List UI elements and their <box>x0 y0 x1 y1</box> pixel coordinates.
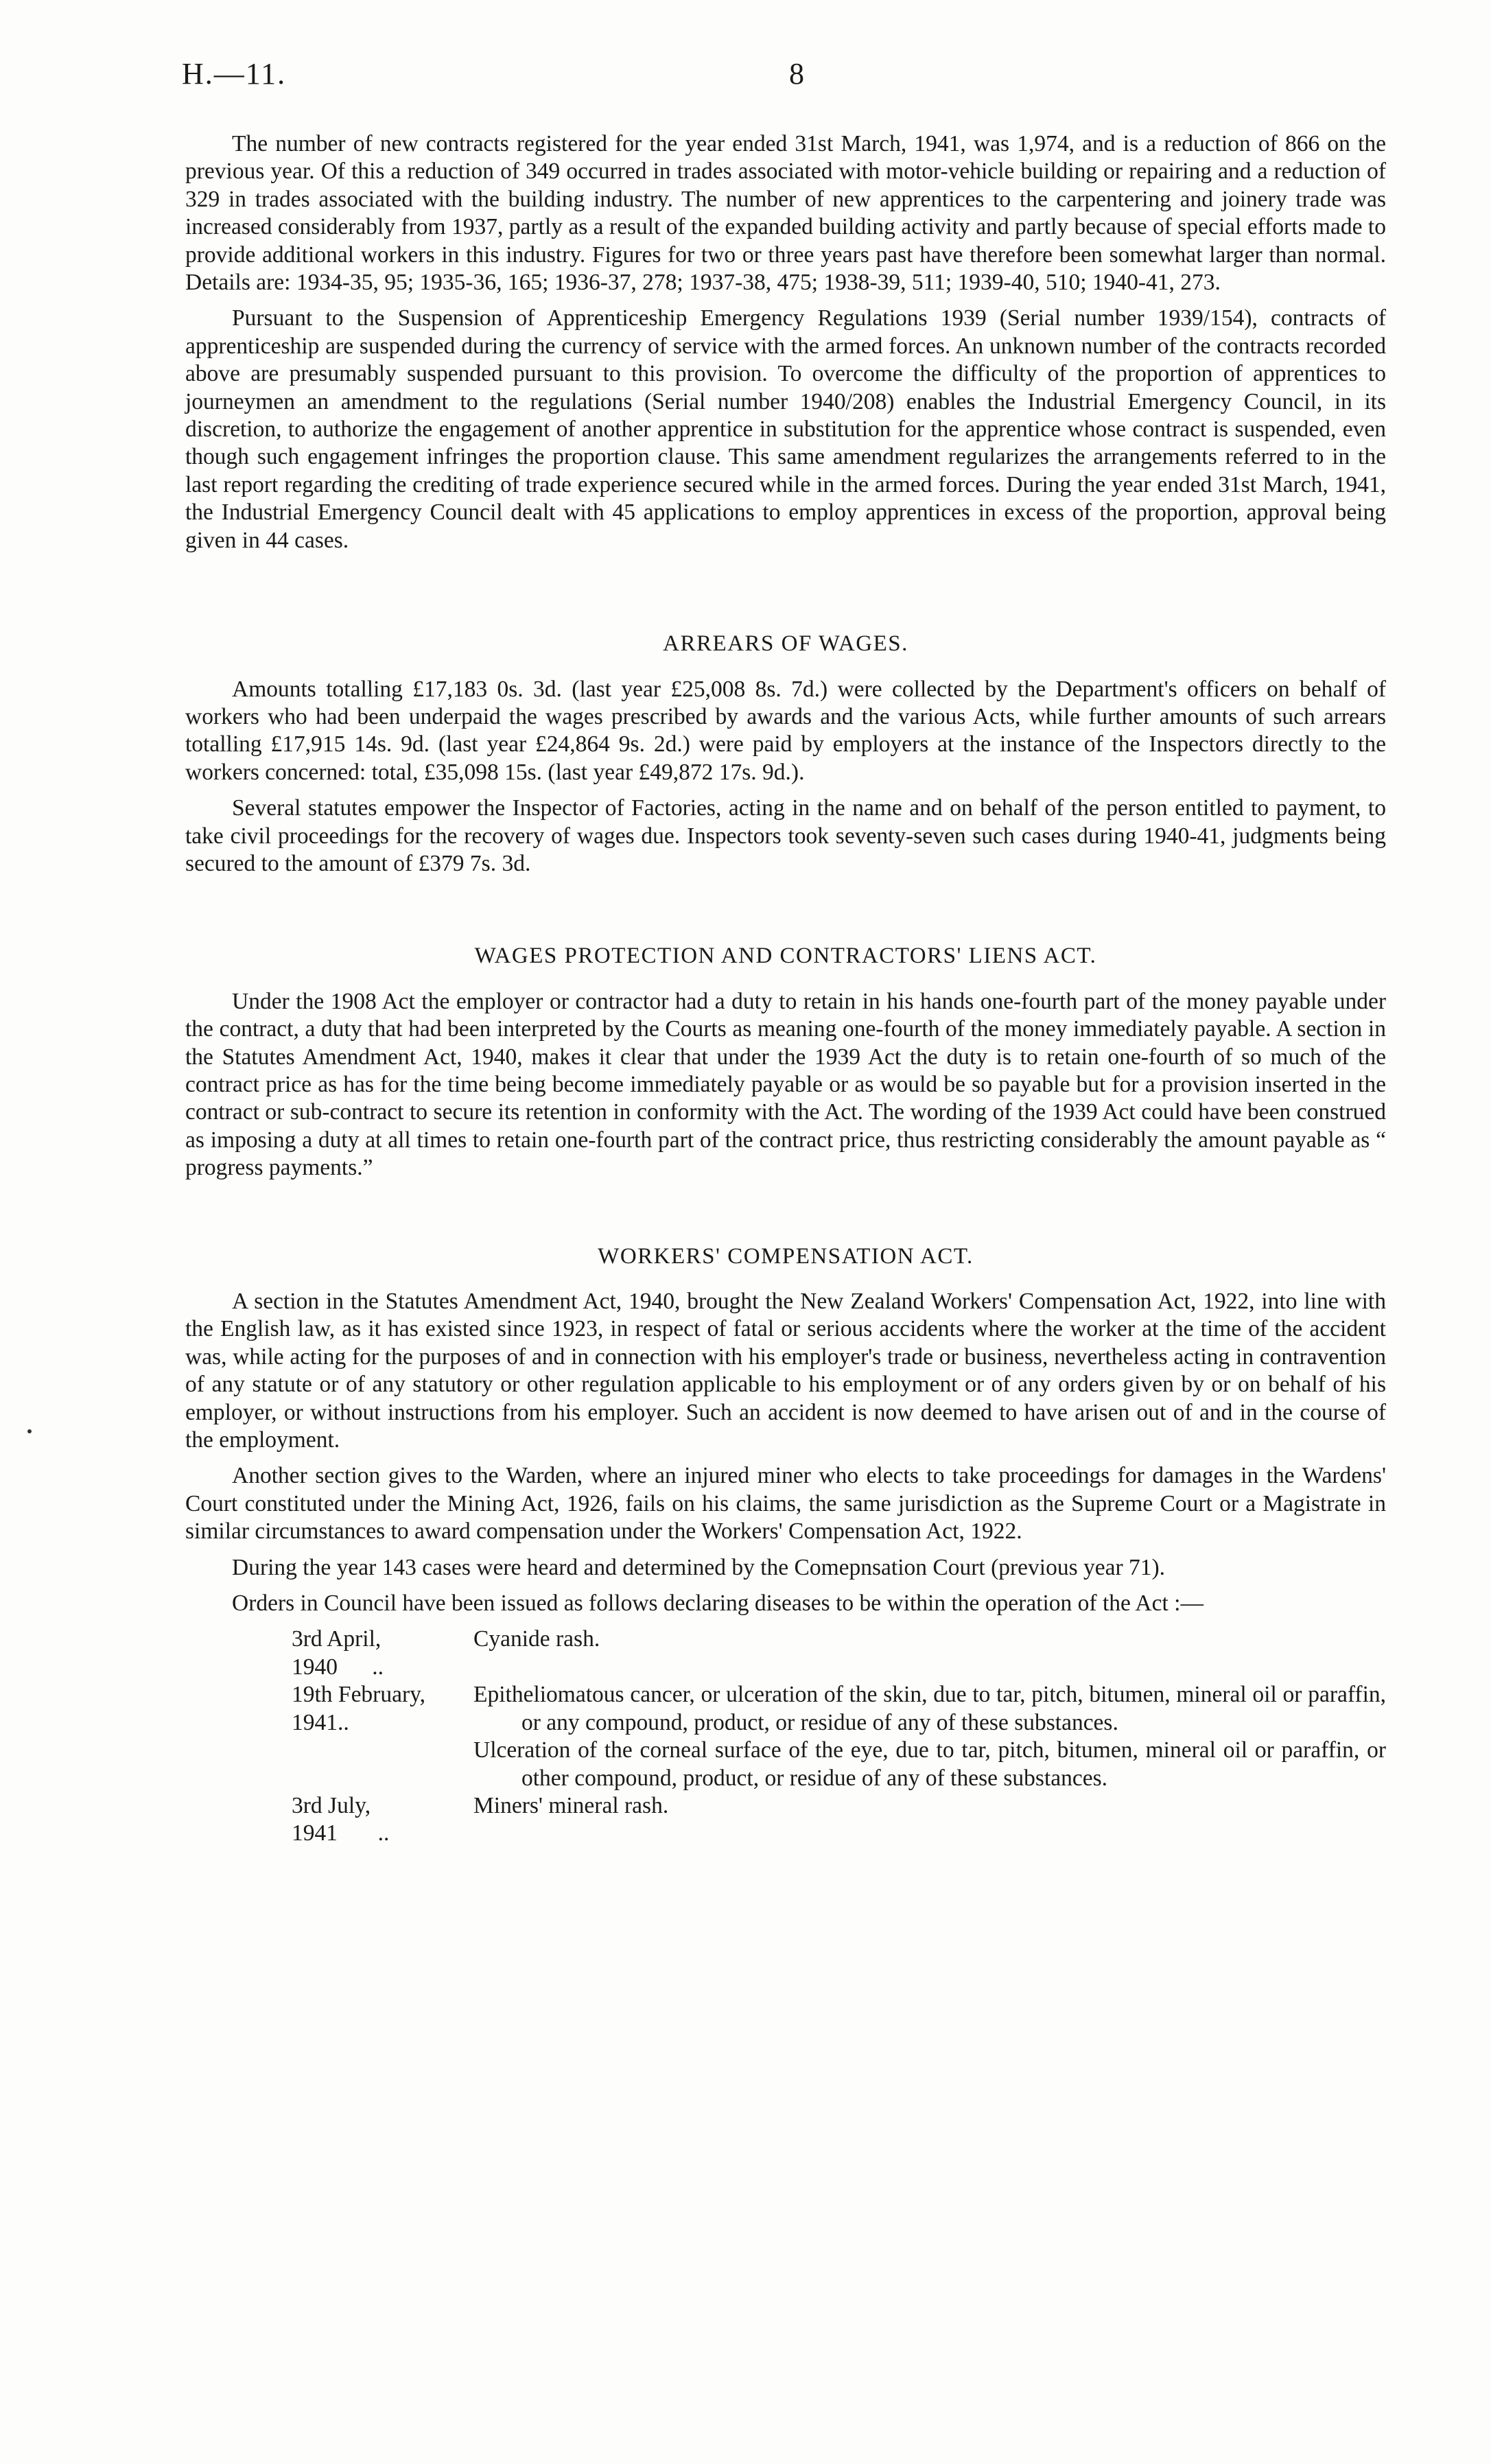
margin-dot <box>27 1429 32 1433</box>
paragraph-orders-in-council: Orders in Council have been issued as follows declaring diseases to be within the operation of the Act :— <box>232 1591 1204 1617</box>
heading-workers-compensation-act: WORKERS' COMPENSATION ACT. <box>598 1243 974 1269</box>
order-disease: Miners' mineral rash. <box>473 1792 669 1818</box>
heading-wages-protection-act: WAGES PROTECTION AND CONTRACTORS' LIENS ACT. <box>474 943 1097 969</box>
paragraph-arrears-amounts: Amounts totalling £17,183 0s. 3d. (last year £25,008 8s. 7d.) were collected by the Department's officers on behalf of workers who had been underpaid the wages prescribed by awards and the various Acts, while further amounts of such arrears totalling £17,915 14s. 9d. (last year £24,864 9s. 2d.) were paid by employers at the instance of the Inspectors directly to the workers concerned: total, £35,098 15s. (last year £49,872 17s. 9d.). <box>185 676 1386 785</box>
order-disease: Cyanide rash. <box>473 1626 600 1652</box>
paragraph-arrears-proceedings: Several statutes empower the Inspector of Factories, acting in the name and on behalf of the person entitled to payment, to take civil proceedings for the recovery of wages due. Inspectors took seventy-seven such cases during 1940-41, judgments being secured to the amount of £379 7s. 3d. <box>185 795 1386 876</box>
paragraph-warden-jurisdiction: Another section gives to the Warden, where an injured miner who elects to take proceedings for damages in the Wardens' Court constituted under the Mining Act, 1926, fails on his claims, the same jurisdiction as the Supreme Court or a Magistrate in similar circumstances to award compensation under the Workers' Compensation Act, 1922. <box>185 1463 1386 1545</box>
order-date <box>185 1737 473 1792</box>
orders-in-council-list <box>185 1626 1386 1847</box>
page-number: 8 <box>789 57 804 91</box>
order-date: 3rd April, 1940 .. <box>292 1626 384 1680</box>
document-body <box>185 130 1386 1848</box>
order-disease: Epitheliomatous cancer, or ulceration of the skin, due to tar, pitch, bitumen, mineral oil or paraffin, or any compound, product, or residue of any of these substances. <box>473 1682 1386 1735</box>
paragraph-compensation-court-cases: During the year 143 cases were heard and determined by the Comepnsation Court (previous year 71). <box>232 1554 1166 1580</box>
order-date: 19th February, 1941.. <box>292 1682 426 1735</box>
paragraph-statutes-amendment: A section in the Statutes Amendment Act, 1940, brought the New Zealand Workers' Compensation Act, 1922, into line with the English law, as it has existed since 1923, in respect of fatal or serious accidents where the worker at the time of the accident was, while acting for the purposes of and in connection with his employer's trade or business, nevertheless acting in contravention of any statute or of any statutory or other regulation applicable to his employment or of any orders given by or on behalf of his employer, or without instructions from his employer. Such an accident is now deemed to have arisen out of and in the course of the employment. <box>185 1289 1386 1453</box>
order-date: 3rd July, 1941 .. <box>292 1792 390 1846</box>
list-item <box>185 1792 1386 1848</box>
list-item <box>185 1681 1386 1737</box>
order-disease: Ulceration of the corneal surface of the eye, due to tar, pitch, bitumen, mineral oil or paraffin, or other compound, product, or residue of any of these substances. <box>473 1737 1386 1791</box>
list-item <box>185 1626 1386 1681</box>
paragraph-wages-protection: Under the 1908 Act the employer or contractor had a duty to retain in his hands one-fourth part of the money payable under the contract, a duty that had been interpreted by the Courts as meaning one-fourth of the money immediately payable. A section in the Statutes Amendment Act, 1940, makes it clear that under the 1939 Act the duty is to retain one-fourth of so much of the contract price as has for the time being become immediately payable or as would be so payable but for a provision inserted in the contract or sub-contract to secure its retention in conformity with the Act. The wording of the 1939 Act could have been construed as imposing a duty at all times to retain one-fourth part of the contract price, thus restricting considerably the amount payable as “ progress payments.” <box>185 988 1386 1181</box>
paragraph-new-contracts: The number of new contracts registered for the year ended 31st March, 1941, was 1,974, and is a reduction of 866 on the previous year. Of this a reduction of 349 occurred in trades associated with motor-vehicle building or repairing and a reduction of 329 in trades associated with the building industry. The number of new apprentices to the carpentering and joinery trade was increased considerably from 1937, partly as a result of the expanded building activity and partly because of special efforts made to provide additional workers in this industry. Figures for two or three years past have therefore been somewhat larger than normal. Details are: 1934-35, 95; 1935-36, 165; 1936-37, 278; 1937-38, 475; 1938-39, 511; 1939-40, 510; 1940-41, 273. <box>185 131 1386 296</box>
document-reference: H.—11. <box>182 57 287 91</box>
list-item <box>185 1737 1386 1792</box>
paragraph-suspension-regulations: Pursuant to the Suspension of Apprenticeship Emergency Regulations 1939 (Serial number 1939/154), contracts of apprenticeship are suspended during the currency of service with the armed forces. An unknown number of the contracts recorded above are presumably suspended pursuant to this provision. To overcome the difficulty of the proportion of apprentices to journeymen an amendment to the regulations (Serial number 1940/208) enables the Industrial Emergency Council, in its discretion, to authorize the engagement of another apprentice in substitution for the apprentice whose contract is suspended, even though such engagement infringes the proportion clause. This same amendment regularizes the arrangements referred to in the last report regarding the crediting of trade experience secured while in the armed forces. During the year ended 31st March, 1941, the Industrial Emergency Council dealt with 45 applications to employ apprentices in excess of the proportion, approval being given in 44 cases. <box>185 305 1386 553</box>
heading-arrears-of-wages: ARREARS OF WAGES. <box>663 631 908 657</box>
